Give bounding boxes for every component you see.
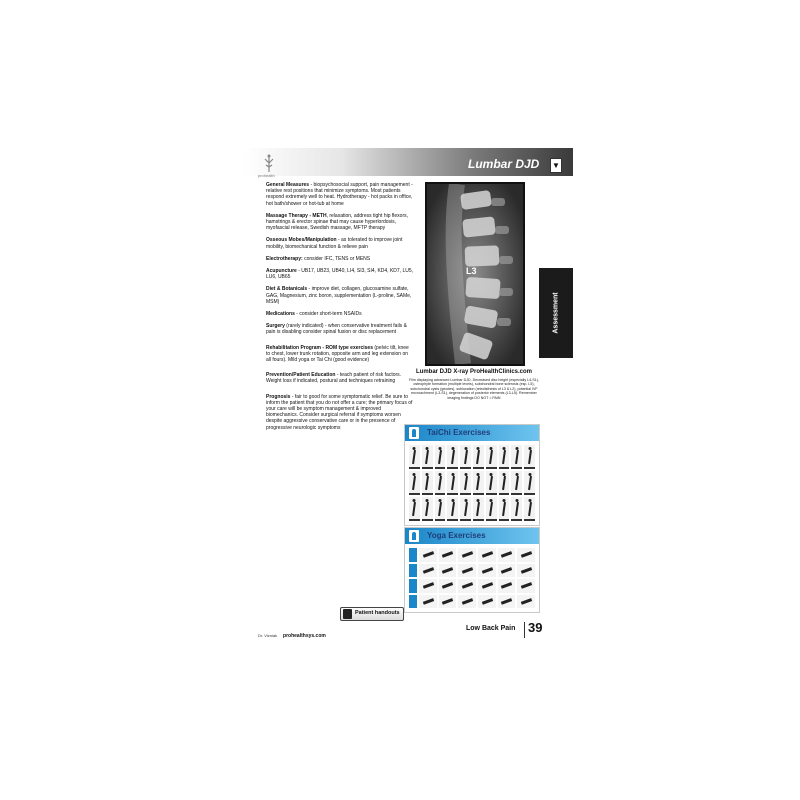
- taichi-figure: [422, 445, 433, 469]
- page-number: 39: [528, 620, 543, 635]
- yoga-figure: [458, 548, 476, 562]
- yoga-figure: [517, 564, 535, 578]
- yoga-figure: [439, 548, 457, 562]
- yoga-figure: [498, 564, 516, 578]
- logo-text: prohealth: [258, 173, 275, 178]
- taichi-title: TaiChi Exercises: [427, 428, 491, 437]
- footer-credit: [258, 633, 326, 639]
- taichi-figure: [409, 445, 420, 469]
- yoga-figure: [439, 595, 457, 609]
- taichi-figure: [486, 445, 497, 469]
- taichi-figure: [511, 471, 522, 495]
- yoga-figure: [517, 579, 535, 593]
- taichi-figure: [473, 445, 484, 469]
- chevron-down-icon: ▼: [550, 158, 562, 173]
- taichi-figure: [435, 445, 446, 469]
- yoga-figure: [439, 564, 457, 578]
- section-medications: Medications - consider short-term NSAIDs: [266, 311, 362, 318]
- section-massage-therapy: Massage Therapy - METH, relaxation, address tight hip flexors, hamstrings & erector spinae that may cause hyperlordosis, myofascial release, Swedish massage, MFTP therapy: [266, 212, 409, 232]
- taichi-exercises-panel[interactable]: [404, 424, 540, 526]
- taichi-figure: [486, 497, 497, 521]
- treatment-list: [266, 182, 414, 437]
- taichi-figure: [435, 471, 446, 495]
- yoga-figure: [517, 548, 535, 562]
- section-general-measures: General Measures - biopsychosocial support, pain management - relative rest positions that minimize symptoms. Most patients respond extremely well to heat. Hydrotherapy - hot packs in office, hot bath/shower or hot-tub at home: [266, 182, 413, 207]
- yoga-figure: [458, 579, 476, 593]
- section-acupuncture: Acupuncture - UB17, UB23, UB40, LI4, SI3, SI4, KD4, KD7, LU5, LU6, UB65: [266, 268, 414, 281]
- patient-handouts-button[interactable]: [340, 607, 404, 621]
- taichi-figure: [486, 471, 497, 495]
- section-electrotherapy: Electrotherapy: consider IFC, TENS or MENS: [266, 255, 371, 262]
- yoga-figure: [478, 564, 496, 578]
- taichi-figure-grid: [409, 445, 535, 521]
- taichi-figure: [447, 497, 458, 521]
- taichi-figure: [447, 445, 458, 469]
- taichi-figure: [473, 497, 484, 521]
- yoga-figure: [439, 579, 457, 593]
- yoga-figure: [458, 595, 476, 609]
- taichi-figure: [409, 471, 420, 495]
- taichi-figure: [460, 497, 471, 521]
- taichi-figure: [499, 445, 510, 469]
- footer-author: Dr. Vizniak: [258, 633, 278, 638]
- taichi-figure: [422, 497, 433, 521]
- tab-assessment[interactable]: [539, 268, 573, 358]
- section-osseous-mobes: Osseous Mobes/Manipulation - as tolerated to improve joint mobility, biomechanical function & relieve pain: [266, 237, 403, 250]
- taichi-figure: [409, 497, 420, 521]
- tab-assessment-label: Assessment: [552, 292, 560, 334]
- figure-icon: [409, 530, 419, 542]
- logo-icon: [262, 154, 276, 174]
- yoga-figure: [419, 548, 437, 562]
- taichi-figure: [524, 445, 535, 469]
- taichi-figure: [499, 471, 510, 495]
- yoga-figure: [419, 564, 437, 578]
- yoga-figure: [419, 595, 437, 609]
- yoga-exercises-panel[interactable]: [404, 527, 540, 613]
- taichi-figure: [511, 445, 522, 469]
- taichi-figure: [473, 471, 484, 495]
- xray-title: Lumbar DJD X-ray ProHealthClinics.com: [415, 369, 533, 375]
- section-rehabilitation: Rehabilitation Program - ROM type exercises (pelvic tilt, knee to chest, lower trunk rotation, opposite arm and leg extension on all fours). Mild yoga or Tai Chi (good evidence): [266, 344, 409, 364]
- taichi-figure: [511, 497, 522, 521]
- taichi-figure: [435, 497, 446, 521]
- taichi-figure: [524, 497, 535, 521]
- xray-caption: Film displaying advanced Lumbar DJD. Decreased disc height (especially L4-S1), osteophyte formation (multiple levels), subchondral bone sclerosis (esp. L5), subchondral cysts (geodes), subluxation (retrolisthesis of L3 & L2), potential IVF encroachment (L3-S1), degeneration of posterior elements (L3-L5). Remember imaging findings DO NOT = PAIN: [409, 378, 539, 400]
- taichi-figure: [447, 471, 458, 495]
- yoga-figure: [478, 579, 496, 593]
- page-title: Lumbar DJD: [468, 157, 540, 171]
- yoga-figure: [419, 579, 437, 593]
- yoga-row-marker: [409, 595, 417, 609]
- yoga-row-marker: [409, 579, 417, 593]
- yoga-figure-grid: [409, 548, 535, 608]
- yoga-row-marker: [409, 564, 417, 578]
- section-surgery: Surgery (rarely indicated) - when conservative treatment fails & pain is disabling consider spinal fusion or disc replacement: [266, 323, 407, 336]
- taichi-figure: [499, 497, 510, 521]
- yoga-figure: [478, 548, 496, 562]
- xray-vertebra-label: L3: [466, 266, 477, 276]
- footer-site: prohealthsys.com: [283, 633, 326, 639]
- yoga-title: Yoga Exercises: [427, 531, 486, 540]
- section-diet-botanicals: Diet & Botanicals - improve diet, collagen, glucosamine sulfate, GAG, Magnesium, zinc boron, supplementation (L-proline, SAMe, MSM): [266, 286, 412, 305]
- section-prognosis: Prognosis - fair to good for some symptomatic relief. Be sure to inform the patient that you do not offer a cure; the primary focus of your care will be symptom management & improved biomechanics. Consider surgical referral if symptoms worsen despite aggressive conservative care or in the presence of progressive neurologic symptoms: [266, 393, 413, 431]
- yoga-figure: [498, 548, 516, 562]
- figure-icon: [409, 427, 419, 439]
- taichi-header: [405, 425, 539, 441]
- yoga-figure: [478, 595, 496, 609]
- yoga-figure: [517, 595, 535, 609]
- yoga-row-marker: [409, 548, 417, 562]
- patient-handouts-label: Patient handouts: [355, 610, 400, 616]
- taichi-figure: [422, 471, 433, 495]
- yoga-figure: [498, 579, 516, 593]
- taichi-figure: [524, 471, 535, 495]
- yoga-header: [405, 528, 539, 544]
- handout-icon: [343, 609, 352, 619]
- taichi-figure: [460, 471, 471, 495]
- yoga-figure: [458, 564, 476, 578]
- yoga-figure: [498, 595, 516, 609]
- taichi-figure: [460, 445, 471, 469]
- section-prevention: Prevention/Patient Education - teach patient of risk factors. Weight loss if indicated, postural and techniques retraining: [266, 372, 402, 385]
- footer-divider: [524, 622, 525, 638]
- footer-section: Low Back Pain: [466, 625, 516, 632]
